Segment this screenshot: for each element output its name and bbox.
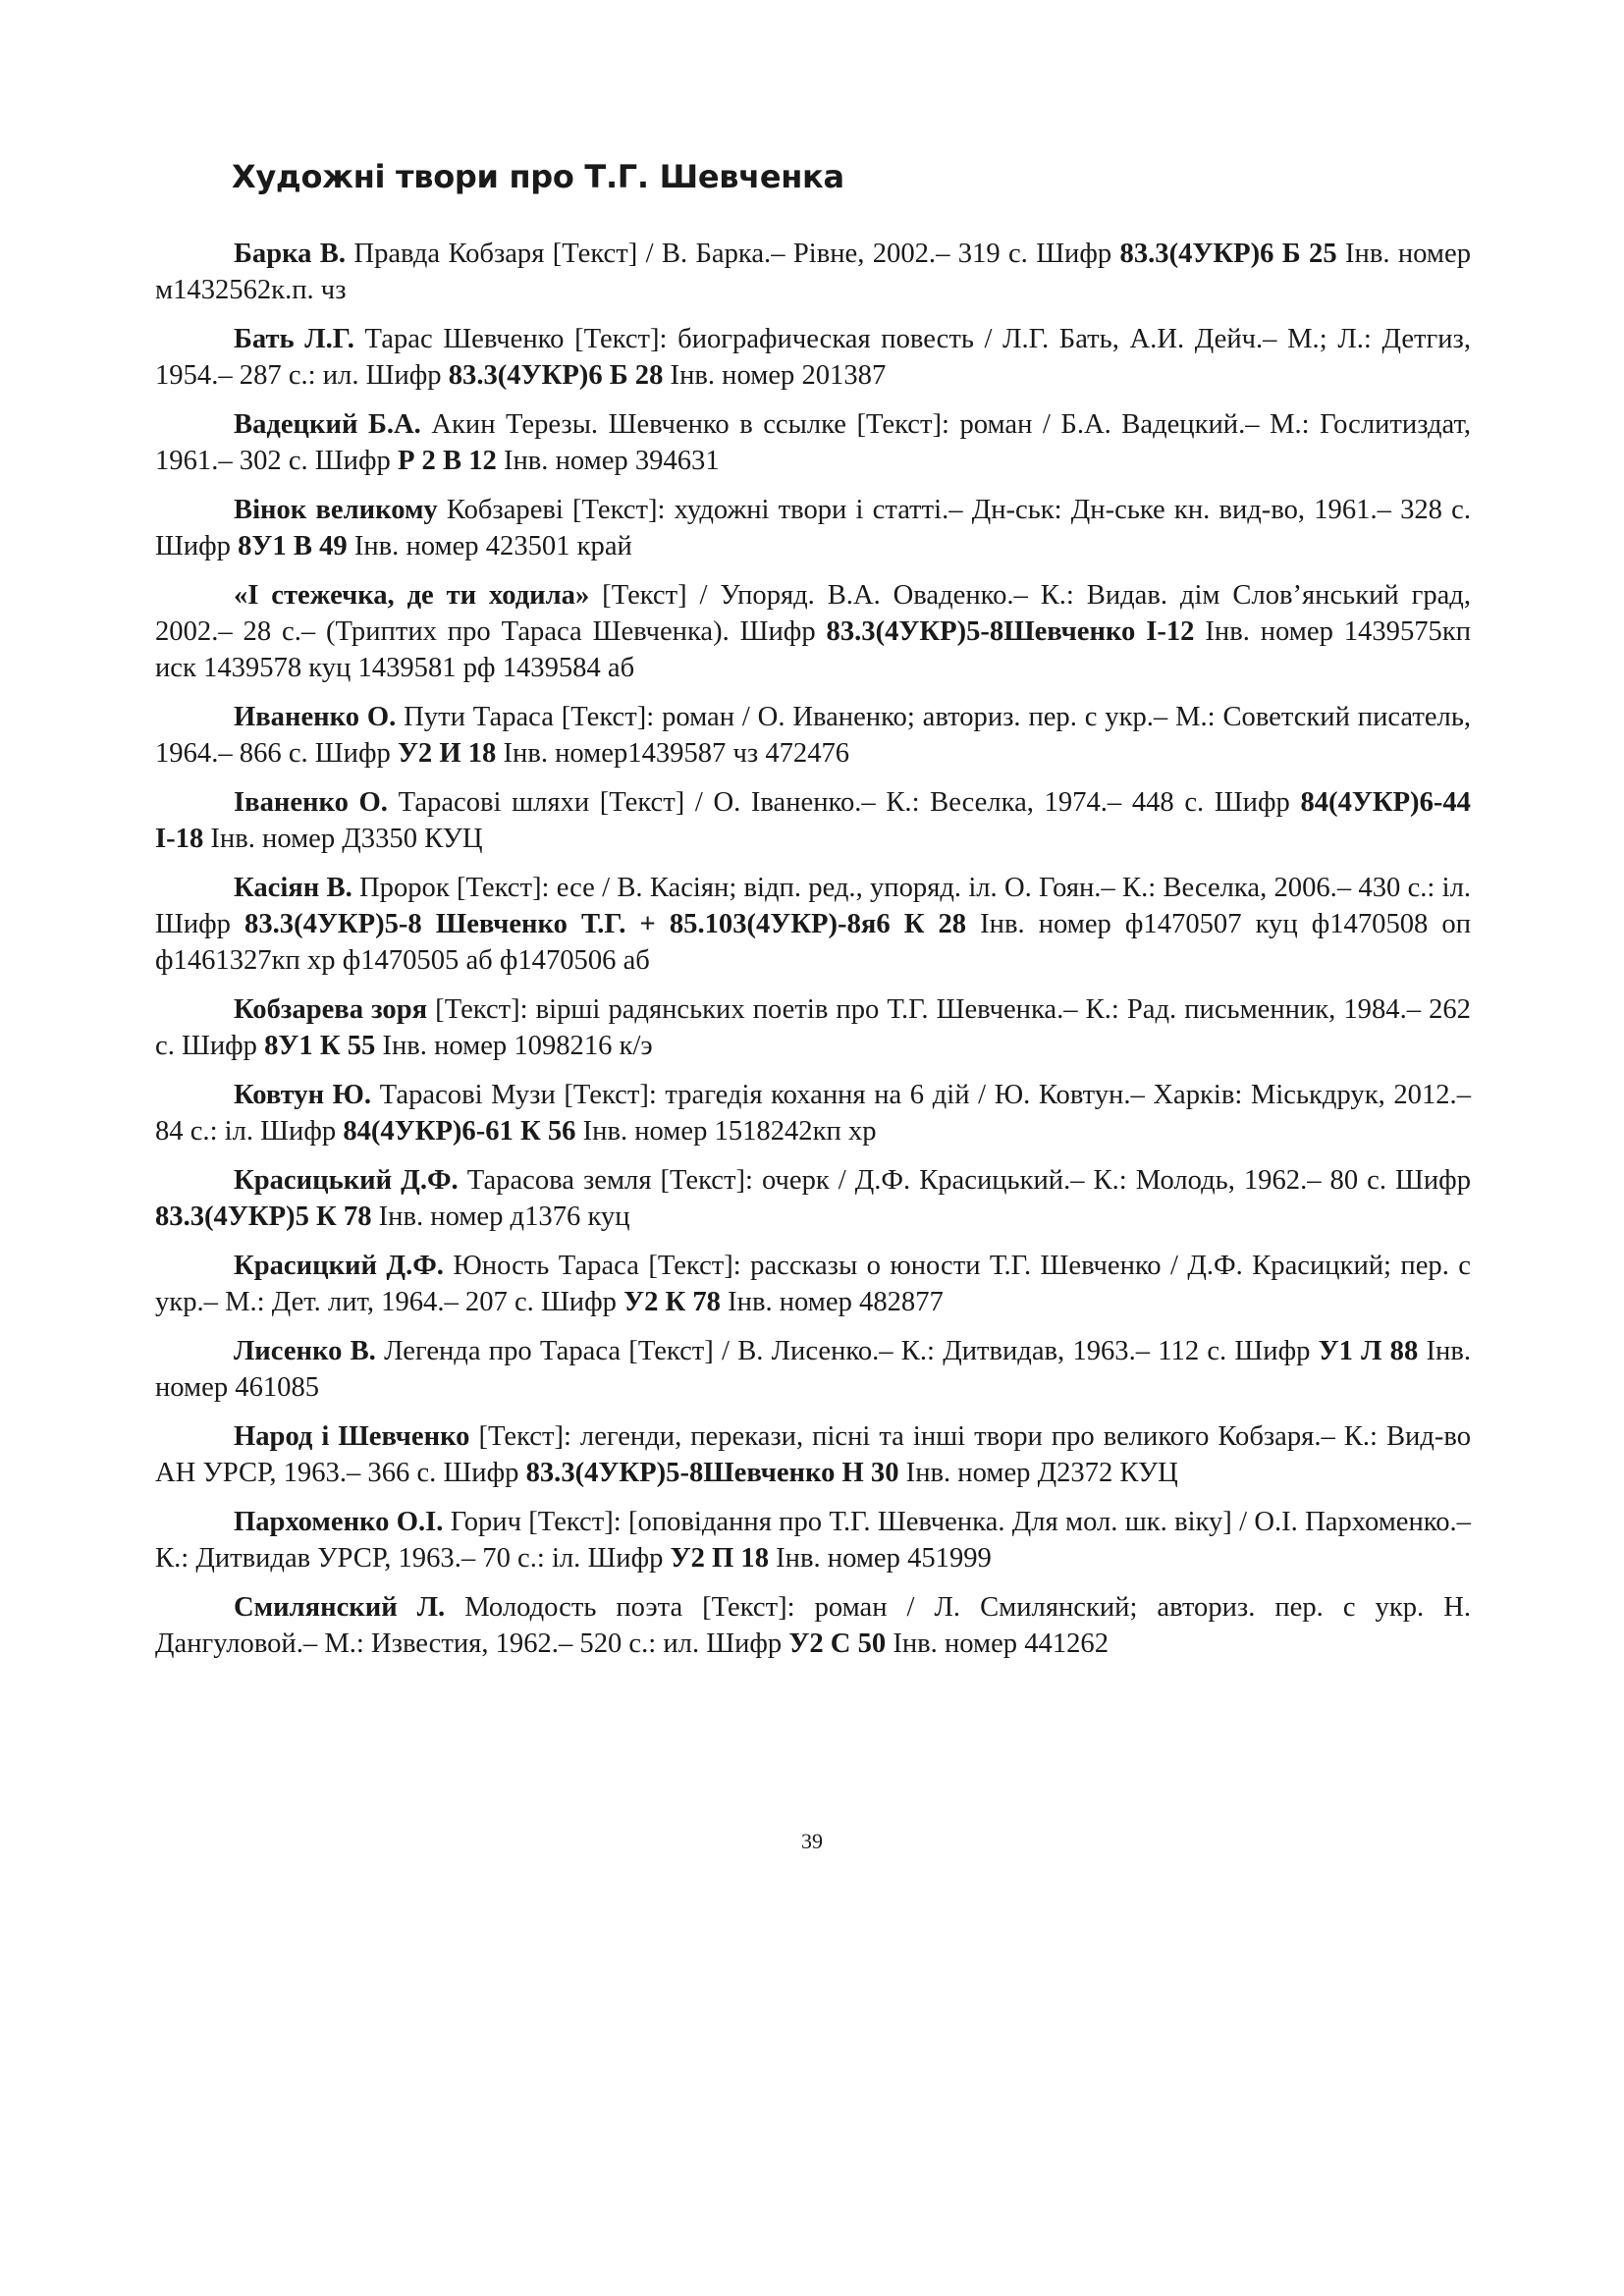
entry-shelfmark: 84(4УКР)6-61 К 56 — [343, 1116, 576, 1147]
entry-shelfmark: У2 П 18 — [670, 1543, 770, 1574]
entry-author: Народ і Шевченко — [234, 1421, 470, 1452]
entry-shelfmark: 83.3(4УКР)6 Б 25 — [1119, 239, 1337, 269]
entry-inventory: Інв. номер Д2372 КУЦ — [898, 1458, 1178, 1488]
page-heading: Художні твори про Т.Г. Шевченка — [232, 158, 844, 195]
entry-author: Вадецкий Б.А. — [234, 409, 421, 440]
entry-description: Пути Тараса [Текст]: роман / О. Иваненко; авториз. пер. с укр.– М.: Советский писатель, 1964.– 866 с. Шифр — [155, 702, 1472, 769]
entry-author: Вінок великому — [234, 495, 438, 525]
entry-shelfmark: У2 И 18 — [397, 738, 497, 769]
entry-author: Лисенко В. — [234, 1336, 376, 1366]
entry-author: Барка В. — [234, 239, 347, 269]
entry-description: Тарасові Музи [Текст]: трагедія кохання на 6 дій / Ю. Ковтун.– Харків: Міськдрук, 2012.– 84 с.: іл. Шифр — [155, 1080, 1471, 1147]
entry-description: Легенда про Тараса [Текст] / В. Лисенко.– К.: Дитвидав, 1963.– 112 с. Шифр — [375, 1336, 1319, 1366]
bibliography-entry — [155, 321, 1471, 394]
bibliography-entry — [155, 577, 1471, 686]
entry-author: Ковтун Ю. — [234, 1080, 372, 1110]
bibliography-entry — [155, 1504, 1471, 1576]
entry-description: [Текст] / Упоряд. В.А. Оваденко.– К.: Видав. дім Слов’янський град, 2002.– 28 с.– (Триптих про Тараса Шевченка). Шифр — [155, 580, 1472, 647]
entry-inventory: Інв. номер 394631 — [496, 446, 720, 476]
entry-description: [Текст]: легенди, перекази, пісні та інші твори про великого Кобзаря.– К.: Вид-во АН УРСР, 1963.– 366 с. Шифр — [155, 1421, 1471, 1488]
entry-shelfmark: У2 С 50 — [788, 1629, 887, 1659]
entry-author: Касіян В. — [234, 873, 352, 903]
entry-description: Молодость поэта [Текст]: роман / Л. Смилянский; авториз. пер. с укр. Н. Дангуловой.– М.: Известия, 1962.– 520 с.: ил. Шифр — [155, 1592, 1472, 1659]
entry-shelfmark: 83.3(4УКР)5-8 Шевченко Т.Г. + 85.103(4УКР)-8я6 К 28 — [244, 909, 967, 939]
entry-inventory: Інв. номер Д3350 КУЦ — [203, 824, 483, 854]
entry-inventory: Інв. номер д1376 куц — [371, 1201, 630, 1232]
entry-author: Красицкий Д.Ф. — [234, 1251, 444, 1281]
entry-author: Иваненко О. — [234, 702, 397, 732]
bibliography-entry — [155, 1077, 1471, 1149]
bibliography-entry — [155, 991, 1471, 1064]
entry-author: Красицький Д.Ф. — [234, 1165, 459, 1196]
bibliography-entry — [155, 406, 1471, 479]
entry-shelfmark: 8У1 В 49 — [238, 531, 348, 561]
entry-description: Тарасова земля [Текст]: очерк / Д.Ф. Красицький.– К.: Молодь, 1962.– 80 с. Шифр — [458, 1165, 1472, 1196]
bibliography-entry — [155, 699, 1471, 772]
entry-description: Кобзареві [Текст]: художні твори і статті.– Дн-ськ: Дн-ське кн. вид-во, 1961.– 328 с. Шифр — [155, 495, 1471, 561]
entry-shelfmark: Р 2 В 12 — [397, 446, 497, 476]
entry-shelfmark: 8У1 К 55 — [264, 1031, 376, 1061]
entry-shelfmark: У2 К 78 — [623, 1287, 721, 1317]
entry-author: Іваненко О. — [234, 787, 388, 818]
bibliography-entry — [155, 1589, 1471, 1662]
entry-description: Акин Терезы. Шевченко в ссылке [Текст]: роман / Б.А. Вадецкий.– М.: Гослитиздат, 1961.– 302 с. Шифр — [155, 409, 1471, 476]
entry-author: Бать Л.Г. — [234, 324, 354, 354]
entry-inventory: Інв. номер 423501 край — [347, 531, 632, 561]
entry-author: Смилянский Л. — [234, 1592, 446, 1623]
entry-inventory: Інв. номер1439587 чз 472476 — [496, 738, 850, 769]
entry-author: «І стежечка, де ти ходила» — [234, 580, 590, 611]
entry-inventory: Інв. номер 201387 — [663, 360, 887, 391]
page-number: 39 — [801, 1829, 823, 1853]
entry-shelfmark: 83.3(4УКР)5-8Шевченко І-12 — [826, 616, 1195, 647]
bibliography-entry — [155, 1333, 1471, 1406]
bibliography-entry — [155, 236, 1471, 308]
entry-description: Правда Кобзаря [Текст] / В. Барка.– Рівне, 2002.– 319 с. Шифр — [346, 239, 1120, 269]
entry-description: [Текст]: вірші радянських поетів про Т.Г. Шевченка.– К.: Рад. письменник, 1984.– 262 с. Шифр — [155, 994, 1471, 1061]
entry-inventory: Інв. номер 1518242кп хр — [575, 1116, 877, 1147]
bibliography-entry — [155, 1162, 1471, 1235]
entry-inventory: Інв. номер 451999 — [769, 1543, 992, 1574]
entry-author: Кобзарева зоря — [234, 994, 428, 1025]
entry-description: Горич [Текст]: [оповідання про Т.Г. Шевченка. Для мол. шк. віку] / О.І. Пархоменко.– К.: Дитвидав УРСР, 1963.– 70 с.: іл. Шифр — [155, 1507, 1471, 1574]
entry-shelfmark: 83.3(4УКР)5-8Шевченко Н 30 — [525, 1458, 899, 1488]
entry-inventory: Інв. номер 441262 — [886, 1629, 1110, 1659]
bibliography-entry — [155, 1418, 1471, 1491]
entry-description: Пророк [Текст]: есе / В. Касіян; відп. ред., упоряд. іл. О. Гоян.– К.: Веселка, 2006.– 430 с.: іл. Шифр — [155, 873, 1471, 939]
entry-inventory: Інв. номер 1439575кп иск 1439578 куц 1439581 рф 1439584 аб — [155, 616, 1472, 683]
bibliography-entry — [155, 1248, 1471, 1320]
entry-shelfmark: 83.3(4УКР)5 К 78 — [155, 1201, 372, 1232]
entry-description: Тарасові шляхи [Текст] / О. Іваненко.– К.: Веселка, 1974.– 448 с. Шифр — [387, 787, 1301, 818]
entry-inventory: Інв. номер ф1470507 куц ф1470508 оп ф1461327кп хр ф1470505 аб ф1470506 аб — [155, 909, 1471, 976]
entry-author: Пархоменко О.І. — [234, 1507, 444, 1537]
bibliography-list — [155, 236, 1471, 1675]
entry-shelfmark: 83.3(4УКР)6 Б 28 — [448, 360, 664, 391]
bibliography-entry — [155, 870, 1471, 979]
entry-shelfmark: 84(4УКР)6-44 І-18 — [155, 787, 1471, 854]
entry-inventory: Інв. номер 461085 — [155, 1336, 1471, 1403]
entry-description: Юность Тараса [Текст]: рассказы о юности Т.Г. Шевченко / Д.Ф. Красицкий; пер. с укр.– М.: Дет. лит, 1964.– 207 с. Шифр — [155, 1251, 1471, 1317]
bibliography-entry — [155, 492, 1471, 564]
bibliography-entry — [155, 784, 1471, 857]
entry-inventory: Інв. номер м1432562к.п. чз — [155, 239, 1472, 305]
entry-shelfmark: У1 Л 88 — [1318, 1336, 1419, 1366]
entry-description: Тарас Шевченко [Текст]: биографическая повесть / Л.Г. Бать, А.И. Дейч.– М.; Л.: Детгиз, 1954.– 287 с.: ил. Шифр — [155, 324, 1471, 391]
entry-inventory: Інв. номер 482877 — [720, 1287, 944, 1317]
entry-inventory: Інв. номер 1098216 к/э — [375, 1031, 653, 1061]
